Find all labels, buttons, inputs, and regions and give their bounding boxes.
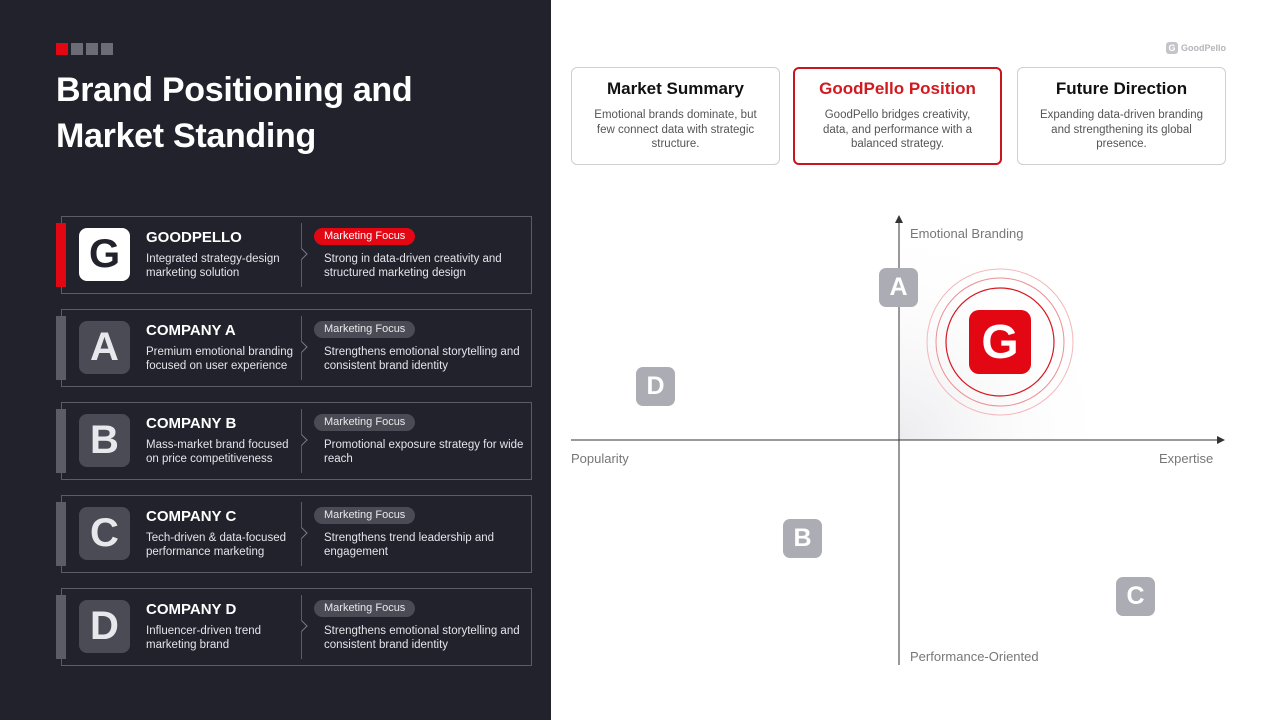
marketing-focus-badge: Marketing Focus (314, 228, 415, 245)
axis-label-top: Emotional Branding (910, 226, 1024, 241)
goodpello-logo: G (79, 228, 130, 281)
marker-goodpello: G (969, 310, 1031, 374)
box-body: Expanding data-driven branding and strengthening its global presence. (1039, 109, 1204, 150)
company-description: Tech-driven & data-focused performance marketing (146, 532, 286, 558)
axis-label-right: Expertise (1159, 451, 1214, 466)
brand-mark-text: GoodPello (1181, 43, 1226, 53)
marketing-focus-badge: Marketing Focus (314, 507, 415, 524)
company-b-logo: B (79, 414, 130, 467)
company-description: Integrated strategy-design marketing solution (146, 253, 280, 279)
company-description: Influencer-driven trend marketing brand (146, 625, 262, 651)
box-body: Emotional brands dominate, but few connect data with strategic structure. (594, 109, 757, 150)
arrow-right-icon (1217, 436, 1225, 444)
company-description: Mass-market brand focused on price competitiveness (146, 439, 289, 465)
marker-company-d: D (636, 367, 675, 406)
company-description: Premium emotional branding focused on user experience (146, 346, 294, 372)
marker-company-a: A (879, 268, 918, 307)
marketing-focus-badge: Marketing Focus (314, 600, 415, 617)
company-name: COMPANY A (146, 322, 236, 339)
arrow-up-icon (895, 215, 903, 223)
marketing-focus-text: Promotional exposure strategy for wide reach (324, 439, 524, 465)
marketing-focus-badge: Marketing Focus (314, 321, 415, 338)
axis-label-bottom: Performance-Oriented (910, 649, 1039, 664)
box-title: Market Summary (606, 79, 744, 98)
company-d-logo: D (79, 600, 130, 653)
goodpello-mini-logo-icon: G (1166, 42, 1178, 54)
marker-company-b: B (783, 519, 822, 558)
box-title: GoodPello Position (819, 79, 976, 98)
company-name: GOODPELLO (146, 229, 242, 246)
company-name: COMPANY B (146, 415, 237, 432)
marketing-focus-text: Strong in data-driven creativity and structured marketing design (324, 253, 502, 279)
box-title: Future Direction (1055, 79, 1188, 98)
company-a-logo: A (79, 321, 130, 374)
box-body: GoodPello bridges creativity, data, and performance with a balanced strategy. (823, 109, 972, 150)
company-name: COMPANY C (146, 508, 237, 525)
company-c-logo: C (79, 507, 130, 560)
page-title: Brand Positioning and Market Standing (56, 71, 413, 155)
marketing-focus-badge: Marketing Focus (314, 414, 415, 431)
marketing-focus-text: Strengthens emotional storytelling and consistent brand identity (324, 625, 520, 651)
marketing-focus-text: Strengthens trend leadership and engagement (324, 532, 495, 558)
axis-label-left: Popularity (571, 451, 629, 466)
company-name: COMPANY D (146, 601, 237, 618)
marker-company-c: C (1116, 577, 1155, 616)
marketing-focus-text: Strengthens emotional storytelling and consistent brand identity (324, 346, 520, 372)
